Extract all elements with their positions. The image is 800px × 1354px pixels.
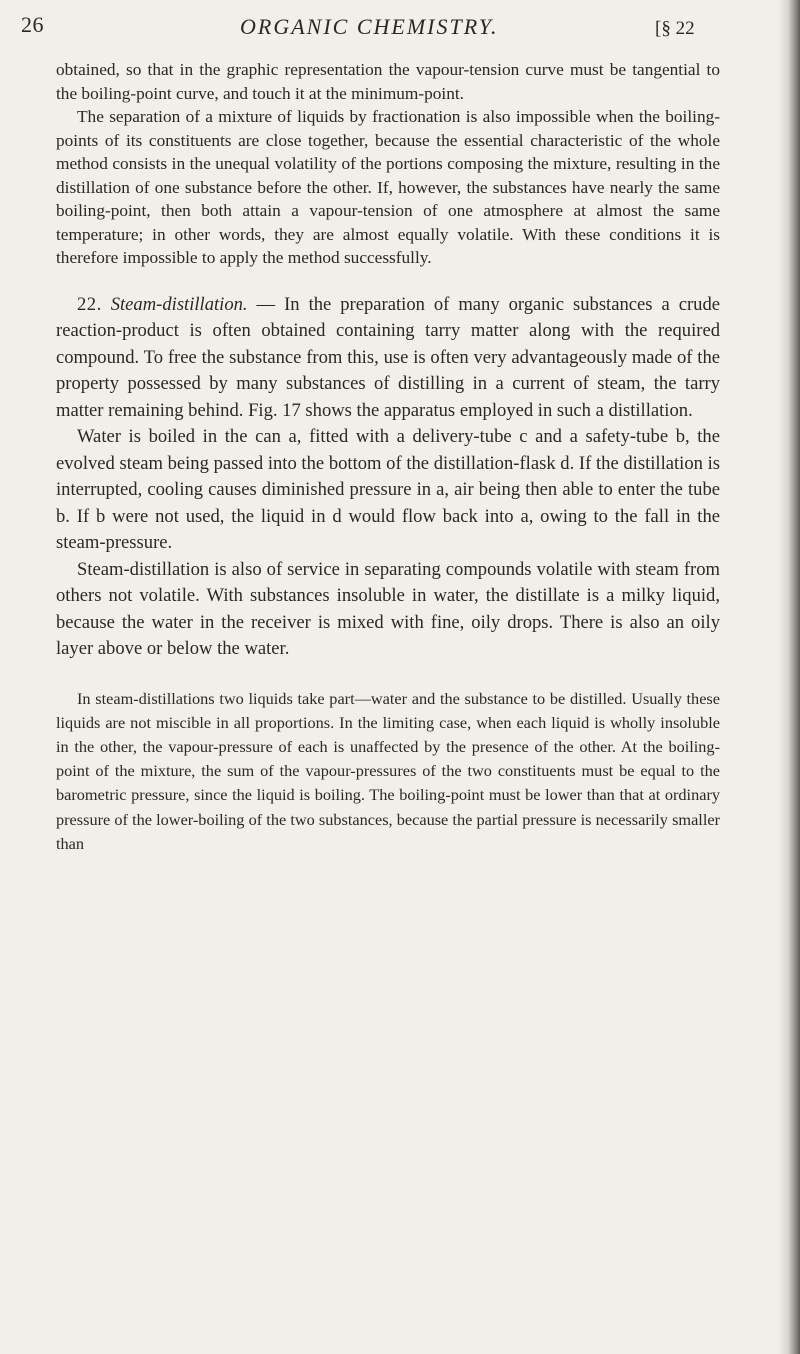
paragraph-small-print: In steam-distillations two liquids take part—water and the substance to be distilled. Usually these liquids are not miscible in all proportions. In the limiting case, when each liquid is wholly insoluble in the other, the vapour-pressure of each is unaffected by the presence of the other. At the boiling-point of the mixture, the sum of the vapour-pressures of the two constituents must be equal to the barometric pressure, since the liquid is boiling. The boiling-point must be lower than that at ordinary pressure of the lower-boiling of the two substances, because the partial pressure is necessarily smaller than <box>56 688 720 853</box>
section-22-paragraph <box>56 292 720 425</box>
section-intro-text: — In the preparation of many organic substances a crude reaction-product is often obtained containing tarry matter along with the required compound. To free the substance from this, use is often very advantageously made of the property possessed by many substances of distilling in a current of steam, the tarry matter remaining behind. Fig. 17 shows the apparatus employed in such a distillation. <box>56 293 720 421</box>
page-number: 26 <box>21 12 44 37</box>
paragraph-fractionation: The separation of a mixture of liquids by fractionation is also impossible when the boiling-points of its constituents are close together, because the essential characteristic of the whole method consists in the unequal volatility of the portions composing the mixture, resulting in the distillation of one substance before the other. If, however, the substances have nearly the same boiling-point, then both attain a vapour-tension of one atmosphere at almost the same temperature; in other words, they are almost equally volatile. With these conditions it is therefore impossible to apply the method successfully. <box>56 107 720 267</box>
paragraph-apparatus: Water is boiled in the can a, fitted with a delivery-tube c and a safety-tube b, the evolved steam being passed into the bottom of the distillation-flask d. If the distillation is interrupted, cooling causes diminished pressure in a, air being then able to enter the tube b. If b were not used, the liquid in d would flow back into a, owing to the fall in the steam-pressure. <box>56 426 720 553</box>
page-body <box>56 58 720 856</box>
paragraph-separation: Steam-distillation is also of service in separating compounds volatile with steam from others not volatile. With substances insoluble in water, the distillate is a milky liquid, because the water in the receiver is mixed with fine, oily drops. There is also an oily layer above or below the water. <box>56 558 720 659</box>
page-header <box>0 12 780 42</box>
section-number: 22. <box>77 293 102 315</box>
page-edge-shadow <box>778 0 800 1354</box>
section-reference: [§ 22 <box>655 18 695 39</box>
running-title: ORGANIC CHEMISTRY. <box>240 14 499 39</box>
section-title: Steam-distillation. <box>110 293 248 315</box>
paragraph-continuation: obtained, so that in the graphic representation the vapour-tension curve must be tangential to the boiling-point curve, and touch it at the minimum-point. <box>56 60 720 103</box>
